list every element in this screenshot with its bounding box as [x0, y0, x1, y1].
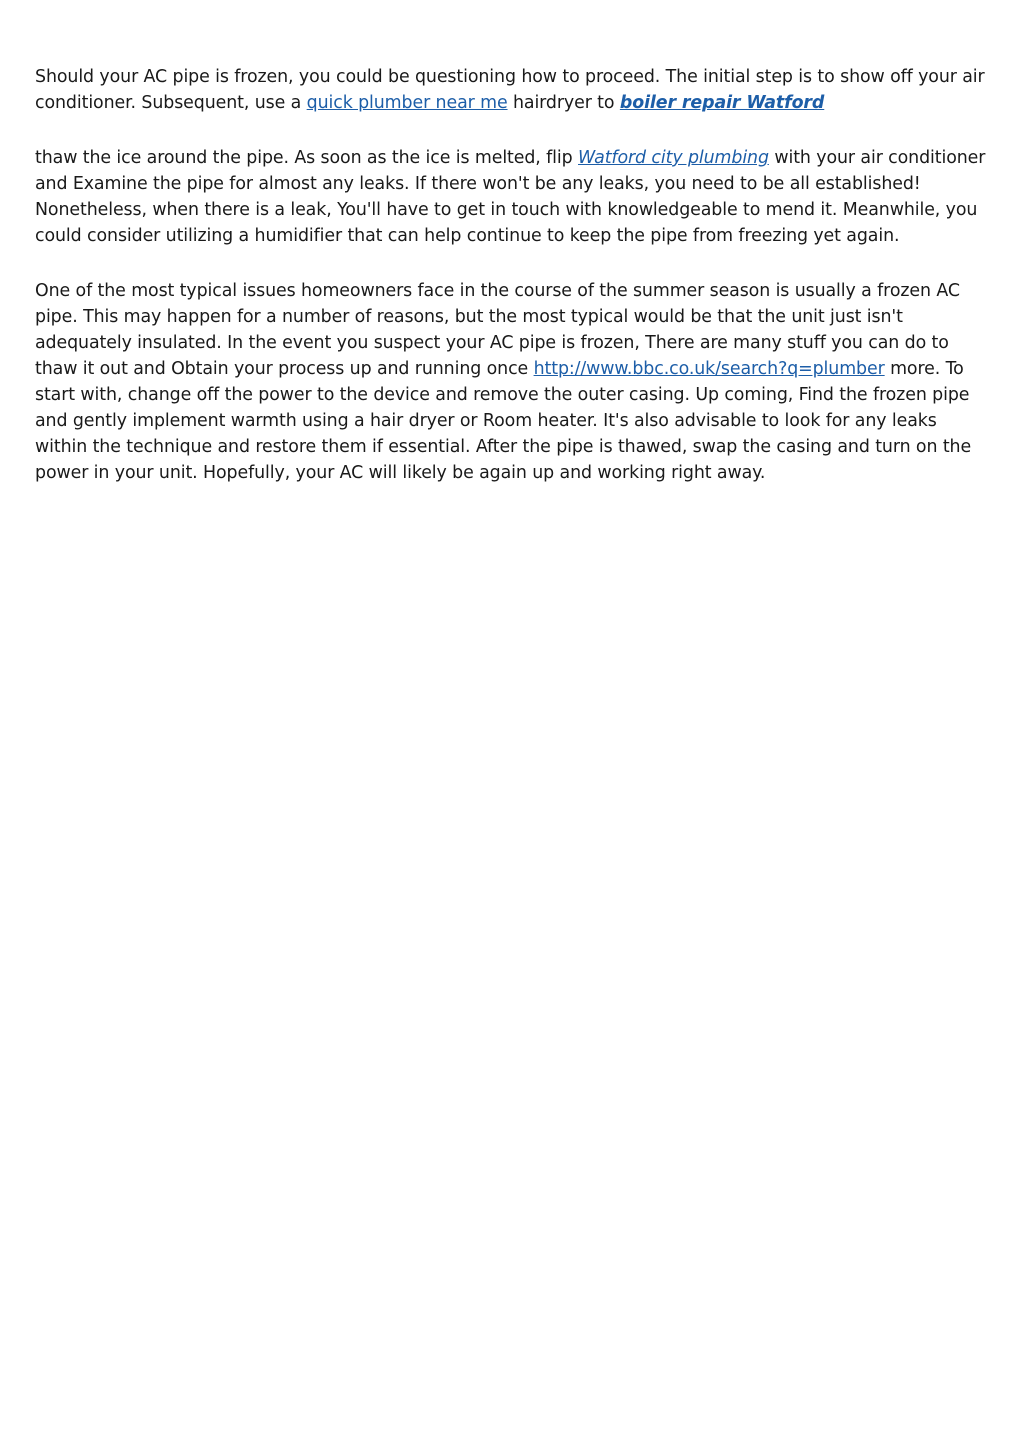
- paragraph-1-text-2: hairdryer to: [507, 93, 620, 113]
- paragraph-2: [35, 145, 993, 249]
- paragraph-3-text-2: more. To start with, change off the power to the device and remove the outer casing. Up coming, Find the frozen pipe and gently implement warmth using a hair dryer or Room heater. It's also advisable to look for any leaks within the technique and restore them if essential. After the pipe is thawed, swap the casing and turn on the power in your unit. Hopefully, your AC will likely be again up and working right away.: [35, 359, 972, 483]
- paragraph-2-text-2: with your air conditioner and Examine the pipe for almost any leaks. If there won't be any leaks, you need to be all established! Nonetheless, when there is a leak, You'll have to get in touch with knowledgeable to mend it. Meanwhile, you could consider utilizing a humidifier that can help continue to keep the pipe from freezing yet again.: [35, 148, 986, 246]
- paragraph-1-text-1: Should your AC pipe is frozen, you could be questioning how to proceed. The initial step is to show off your air conditioner. Subsequent, use a: [35, 67, 985, 113]
- link-bbc-search-plumber[interactable]: http://www.bbc.co.uk/search?q=plumber: [533, 359, 885, 379]
- link-watford-city-plumbing[interactable]: Watford city plumbing: [578, 148, 769, 168]
- document-body: [35, 64, 993, 515]
- paragraph-2-text-1: thaw the ice around the pipe. As soon as the ice is melted, flip: [35, 148, 579, 168]
- paragraph-1: [35, 64, 993, 116]
- paragraph-3-text-1: One of the most typical issues homeowners face in the course of the summer season is usually a frozen AC pipe. This may happen for a number of reasons, but the most typical would be that the unit just isn't adequately insulated. In the event you suspect your AC pipe is frozen, There are many stuff you can do to thaw it out and Obtain your process up and running once: [35, 281, 960, 379]
- paragraph-3: [35, 278, 993, 486]
- link-quick-plumber-near-me[interactable]: quick plumber near me: [306, 93, 508, 113]
- link-boiler-repair-watford[interactable]: boiler repair Watford: [619, 93, 825, 113]
